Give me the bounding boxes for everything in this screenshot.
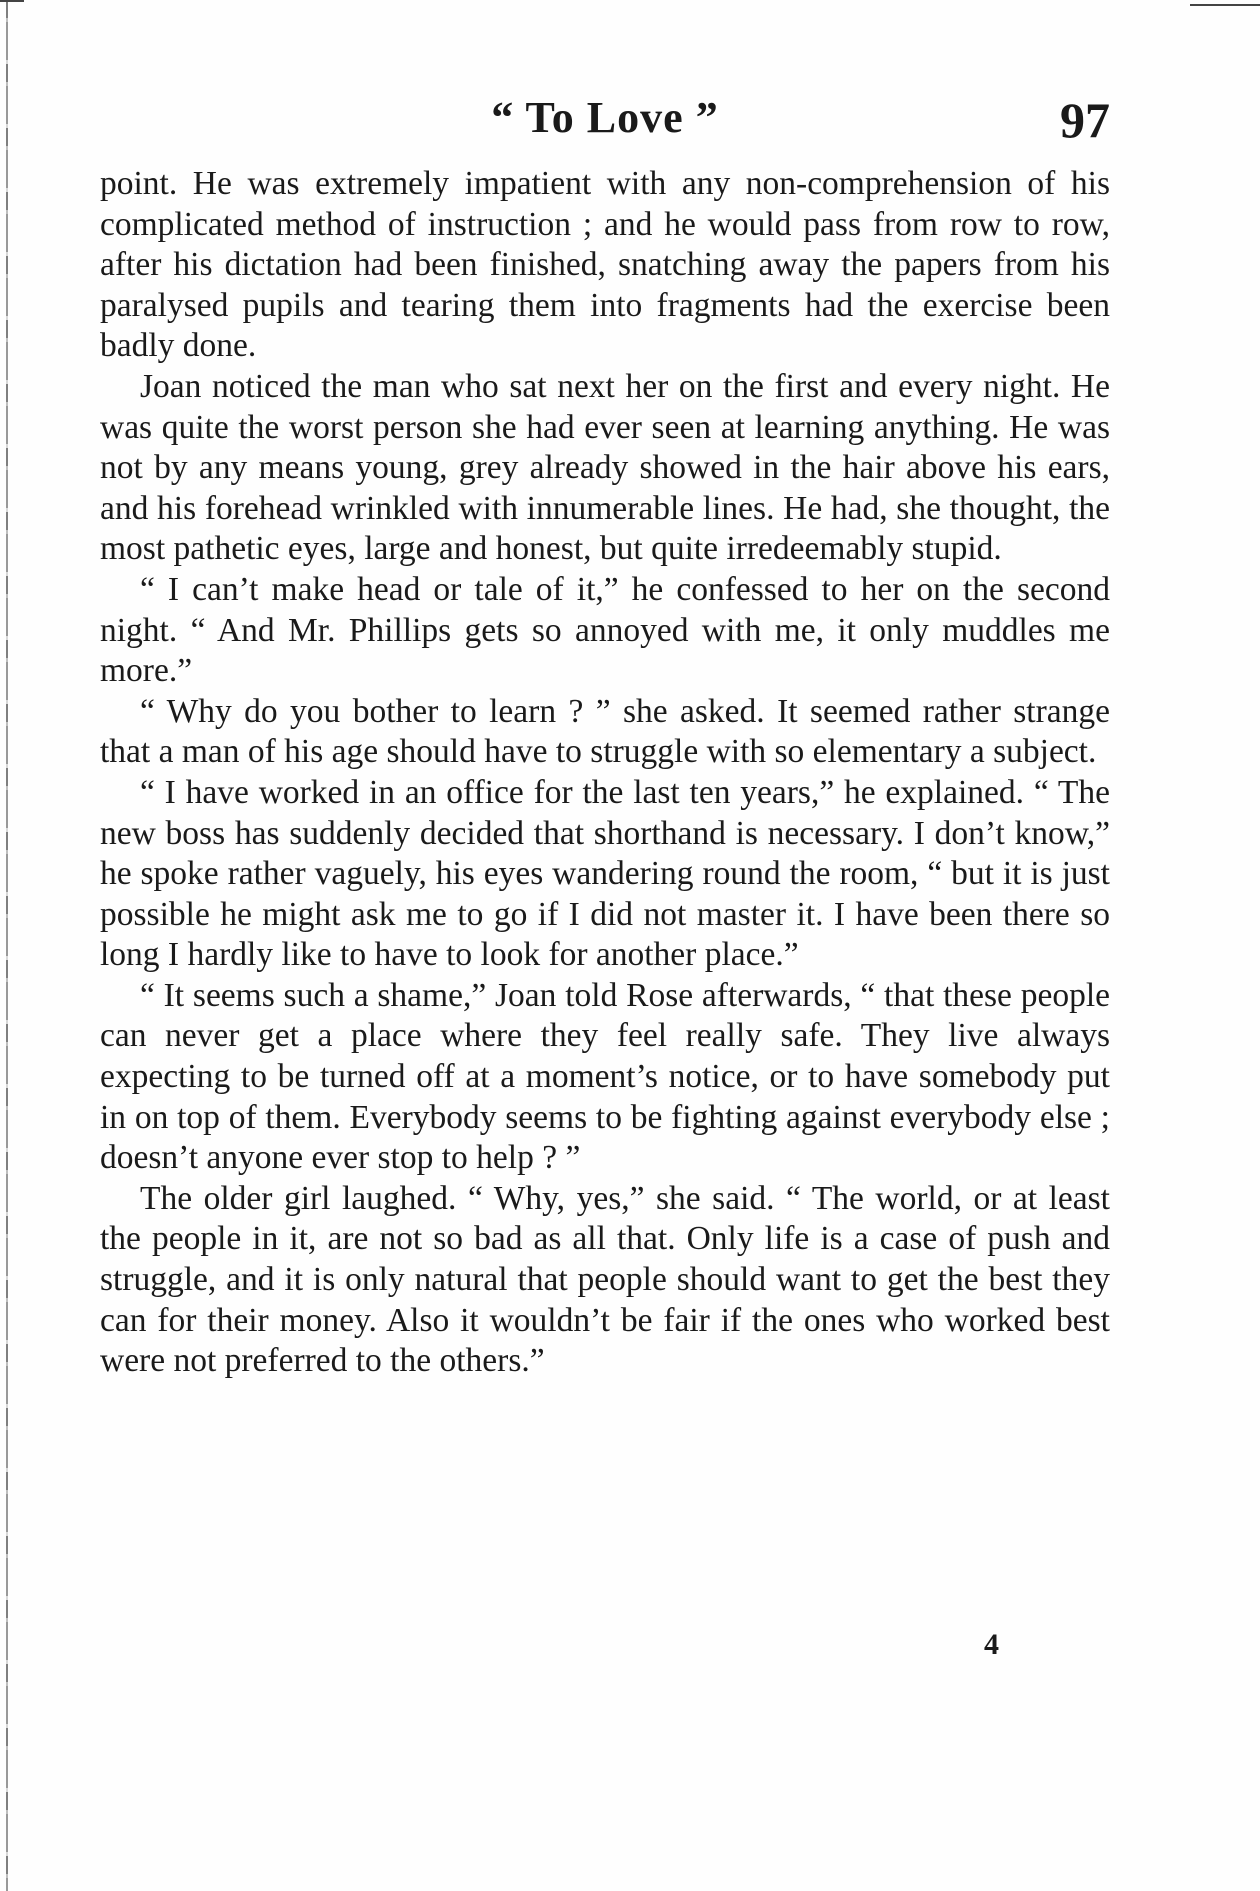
paragraph-7: The older girl laughed. “ Why, yes,” she said. “ The world, or at least the people in it, are not so bad as all that. Only life is a case of push and struggle, and it is only natural that people should want to get the best they can for their money. Also it wouldn’t be fair if the ones who worked best were not preferred to the others.” xyxy=(100,1179,1110,1380)
page-header xyxy=(100,88,1110,148)
page-top-rule xyxy=(1190,4,1260,6)
paragraph-4: “ Why do you bother to learn ? ” she asked. It seemed rather strange that a man of his age should have to struggle with so elementary a subject. xyxy=(100,692,1110,771)
paragraph-5: “ I have worked in an office for the last ten years,” he explained. “ The new boss has suddenly decided that shorthand is necessary. I don’t know,” he spoke rather vaguely, his eyes wandering round the room, “ but it is just possible he might ask me to go if I did not master it. I have been there so long I hardly like to have to look for another place.” xyxy=(100,773,1110,974)
paragraph-6: “ It seems such a shame,” Joan told Rose afterwards, “ that these people can never get a place where they feel really safe. They live always expecting to be turned off at a moment’s notice, or to have somebody put in on top of them. Everybody seems to be fighting against everybody else ; doesn’t anyone ever stop to help ? ” xyxy=(100,976,1110,1177)
paragraph-3: “ I can’t make head or tale of it,” he confessed to her on the second night. “ And Mr. Phillips gets so annoyed with me, it only muddles me more.” xyxy=(100,570,1110,690)
page-edge-shadow xyxy=(6,0,8,1891)
page-corner-rule xyxy=(0,0,24,2)
signature-mark: 4 xyxy=(984,1628,999,1661)
paragraph-1: point. He was extremely impatient with any non-comprehension of his complicated method of instruction ; and he would pass from row to row, after his dictation had been finished, snatching away the papers from his paralysed pupils and tearing them into fragments had the exercise been badly done. xyxy=(100,165,1110,365)
running-head: “ To Love ” xyxy=(491,93,719,142)
body-text xyxy=(100,164,1110,1382)
paragraph-2: Joan noticed the man who sat next her on the first and every night. He was quite the worst person she had ever seen at learning anything. He was not by any means young, grey already showed in the hair above his ears, and his forehead wrinkled with innumerable lines. He had, she thought, the most pathetic eyes, large and honest, but quite irredeemably stupid. xyxy=(100,367,1110,568)
page-number: 97 xyxy=(1060,92,1110,148)
